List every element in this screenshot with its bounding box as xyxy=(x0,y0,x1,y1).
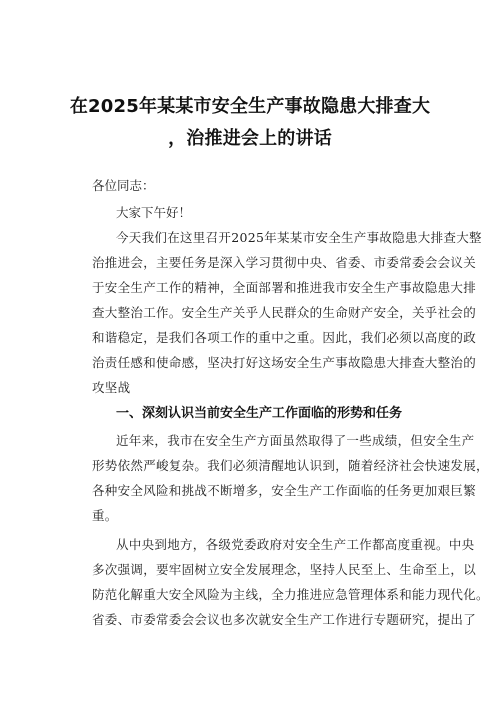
paragraph-line: 治责任感和使命感，坚决打好这场安全生产事故隐患大排查大整治的 xyxy=(92,355,477,370)
section-heading: 一、深刻认识当前安全生产工作面临的形势和任务 xyxy=(116,406,403,421)
paragraph-line: 治推进会，主要任务是深入学习贯彻中央、省委、市委常委会会议关 xyxy=(92,255,477,270)
document-title-line-2: ，治推进会上的讲话 xyxy=(168,128,332,149)
paragraph-line: 近年来，我市在安全生产方面虽然取得了一些成绩，但安全生产 xyxy=(116,433,475,448)
document-title-line-1: 在2025年某某市安全生产事故隐患大排查大 xyxy=(69,96,431,117)
paragraph-line: 省委、市委常委会会议也多次就安全生产工作进行专题研究，提出了 xyxy=(92,612,477,627)
paragraph-line: 重。 xyxy=(92,508,118,523)
salutation: 各位同志： xyxy=(92,178,155,193)
paragraph-line: 于安全生产工作的精神，全面部署和推进我市安全生产事故隐患大排 xyxy=(92,280,477,295)
paragraph-line: 查大整治工作。安全生产关乎人民群众的生命财产安全，关乎社会的 xyxy=(92,305,477,320)
paragraph-line: 多次强调，要牢固树立安全发展理念，坚持人民至上、生命至上，以 xyxy=(92,562,477,577)
greeting: 大家下午好！ xyxy=(116,205,192,220)
paragraph-line: 今天我们在这里召开2025年某某市安全生产事故隐患大排查大整 xyxy=(116,230,482,245)
paragraph-line: 攻坚战 xyxy=(92,380,131,395)
paragraph-line: 防范化解重大安全风险为主线，全力推进应急管理体系和能力现代化。 xyxy=(92,587,489,602)
paragraph-line: 和谐稳定，是我们各项工作的重中之重。因此，我们必须以高度的政 xyxy=(92,330,477,345)
paragraph-line: 形势依然严峻复杂。我们必须清醒地认识到，随着经济社会快速发展， xyxy=(92,458,489,473)
paragraph-line: 各种安全风险和挑战不断增多，安全生产工作面临的任务更加艰巨繁 xyxy=(92,483,477,498)
paragraph-line: 从中央到地方，各级党委政府对安全生产工作都高度重视。中央 xyxy=(116,537,475,552)
